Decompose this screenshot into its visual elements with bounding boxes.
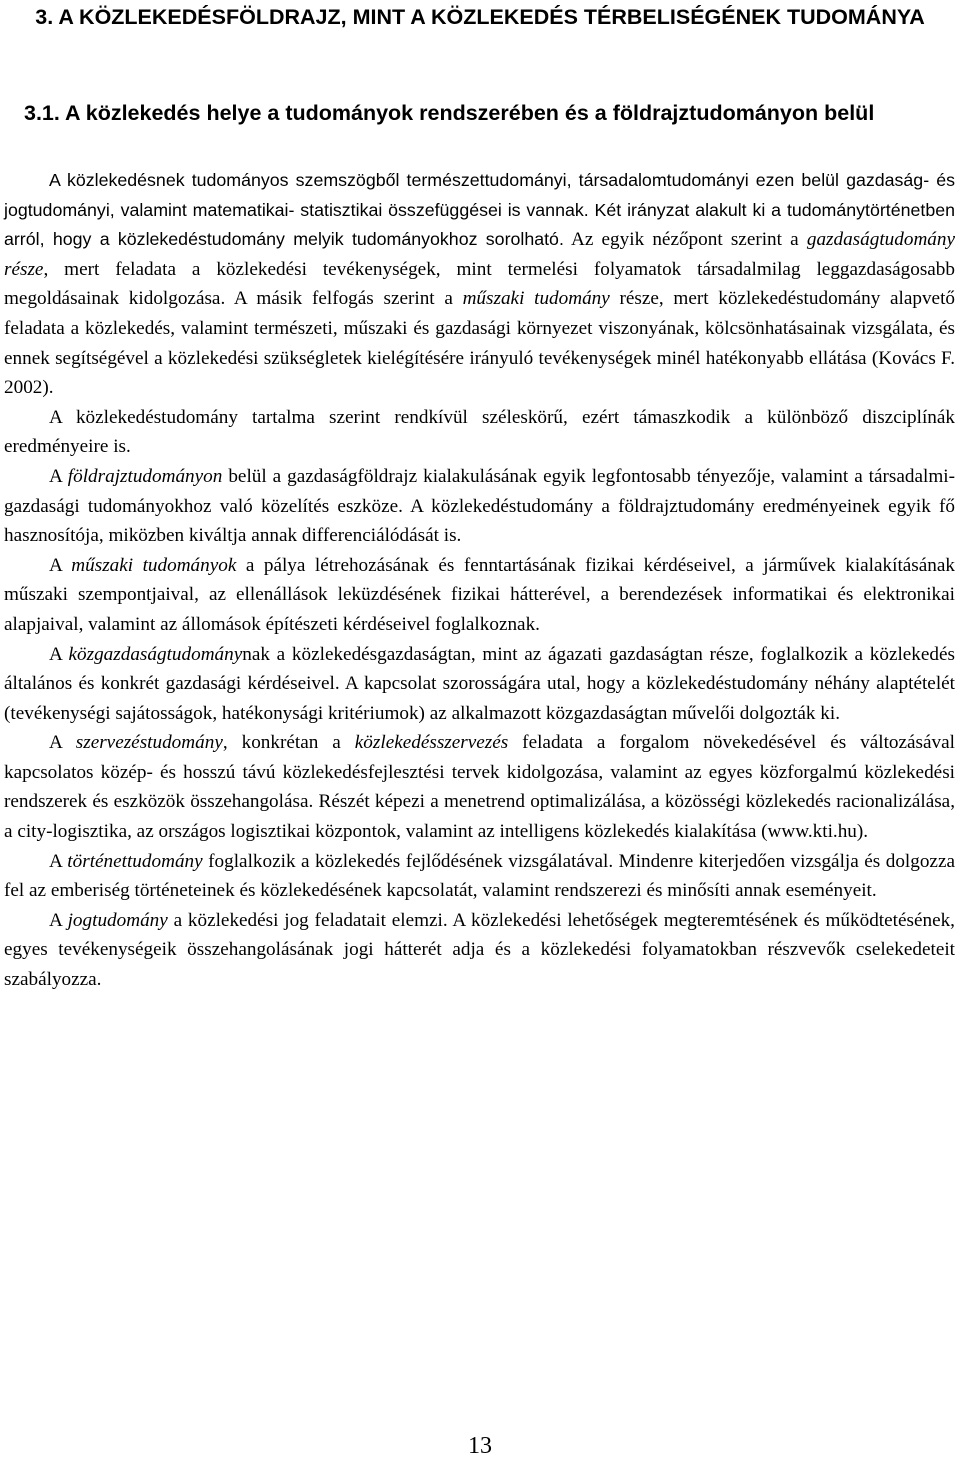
paragraph-3: [4, 462, 955, 551]
paragraph-4-emphasis: műszaki tudományok: [71, 554, 237, 576]
page-number: 13: [468, 1433, 492, 1459]
paragraph-3-text-b: belül a gazdaságföldrajz kialakulásának egyik legfontosabb tényezője, valamint a társadalmi-gazdasági tudományokhoz való közelítés eszköze. A közlekedéstudomány a földrajztudomány eredményeinek egyik fő hasznosítója, miközben kiváltja annak differenciálódását is.: [4, 465, 955, 547]
paragraph-8: [4, 906, 955, 995]
paragraph-4-text-b: a pálya létrehozásának és fenntartásának fizikai kérdéseivel, a járművek kialakításának műszaki szempontjaival, az ellenállások leküzdésének fizikai hátterével, a berendezések informatikai és elektronikai alapjaival, valamint az állomások építészeti kérdéseivel foglalkoznak.: [4, 554, 955, 635]
chapter-title: 3. A KÖZLEKEDÉSFÖLDRAJZ, MINT A KÖZLEKEDÉS TÉRBELISÉGÉNEK TUDOMÁNYA: [35, 5, 925, 29]
section-title: 3.1. A közlekedés helye a tudományok rendszerében és a földrajztudományon belül: [24, 101, 875, 125]
paragraph-1-emphasis-2: műszaki tudomány: [462, 288, 610, 310]
paragraph-1-text-d: része, mert közlekedéstudomány alapvető feladata a közlekedés, valamint természeti, műszaki és gazdasági környezet viszonyának, kölcsönhatásainak vizsgálata, és ennek segítségével a közlekedési szükségletek kielégítésére irányuló tevékenységek minél hatékonyabb ellátása (Kovács F. 2002).: [4, 288, 955, 399]
paragraph-1: [4, 166, 955, 403]
paragraph-1-text-c: , mert feladata a közlekedési tevékenységek, mint termelési folyamatok társadalmilag leggazdaságosabb megoldásainak kidolgozása. A másik felfogás szerint a: [4, 258, 955, 310]
paragraph-8-text-b: a közlekedési jog feladatait elemzi. A közlekedési lehetőségek megteremtésének és működtetésének, egyes tevékenységeik összehangolásának jogi hátterét adja és a közlekedési folyamatokban részvevők cselekedeteit szabályozza.: [4, 909, 955, 991]
paragraph-7-text-a: A: [49, 850, 68, 872]
paragraph-4: [4, 551, 955, 640]
paragraph-1-text-b: Az egyik nézőpont szerint a: [563, 229, 807, 251]
paragraph-7-emphasis: történettudomány: [67, 850, 203, 872]
paragraph-7: [4, 847, 955, 906]
paragraph-6-text-c: feladata a forgalom növekedésével és változásával kapcsolatos közép- és hosszú távú közlekedésfejlesztési tervek kidolgozása, valamint az egyes közforgalmú közlekedési rendszerek és eszközök összehangolása. Részét képezi a menetrend optimalizálása, a közösségi közlekedés racionalizálása, a city-logisztika, az országos logisztikai központok, valamint az intelligens közlekedés kialakítása (www.kti.hu).: [4, 732, 955, 843]
paragraph-5-emphasis: közgazdaságtudomány: [68, 643, 243, 665]
paragraph-3-text-a: A: [49, 465, 68, 487]
body-text: [4, 166, 955, 995]
paragraph-8-text-a: A: [49, 909, 68, 931]
paragraph-6-text-b: , konkrétan a: [222, 732, 355, 754]
paragraph-5-text-a: A: [49, 643, 69, 665]
paragraph-4-text-a: A: [49, 554, 72, 576]
paragraph-1-text-a: A közlekedésnek tudományos szemszögből természettudományi, társadalomtudományi ezen belül gazdaság- és jogtudományi, valamint matematikai- statisztikai összefüggései is vannak. Két irányzat alakult ki a tudománytörténetben arról, hogy a közlekedéstudomány melyik tudományokhoz sorolható.: [4, 170, 955, 250]
paragraph-2: A közlekedéstudomány tartalma szerint rendkívül széleskörű, ezért támaszkodik a különböző diszciplínák eredményeire is.: [4, 406, 955, 458]
paragraph-6-emphasis-2: közlekedésszervezés: [354, 732, 509, 754]
paragraph-8-emphasis: jogtudomány: [67, 909, 168, 931]
paragraph-3-emphasis: földrajztudományon: [67, 465, 223, 487]
paragraph-5-text-b: nak a közlekedésgazdaságtan, mint az ágazati gazdaságtan része, foglalkozik a közlekedés általános és konkrét gazdasági kérdéseivel. A kapcsolat szorosságára utal, hogy a közlekedéstudomány néhány alaptételét (tevékenységi sajátosságok, hatékonysági kritériumok) az alkalmazott közgazdaságtan művelői dolgozták ki.: [4, 643, 955, 724]
paragraph-7-text-b: foglalkozik a közlekedés fejlődésének vizsgálatával. Mindenre kiterjedően vizsgálja és dolgozza fel az emberiség történeteinek és közlekedésének kapcsolatát, valamint rendszerezi és minősíti annak eseményeit.: [4, 850, 955, 902]
paragraph-1-emphasis-1: gazdaságtudomány része: [4, 229, 956, 280]
paragraph-6: [4, 728, 955, 846]
paragraph-5: [4, 640, 955, 729]
paragraph-6-text-a: A: [49, 732, 76, 754]
paragraph-6-emphasis-1: szervezéstudomány: [75, 732, 223, 754]
